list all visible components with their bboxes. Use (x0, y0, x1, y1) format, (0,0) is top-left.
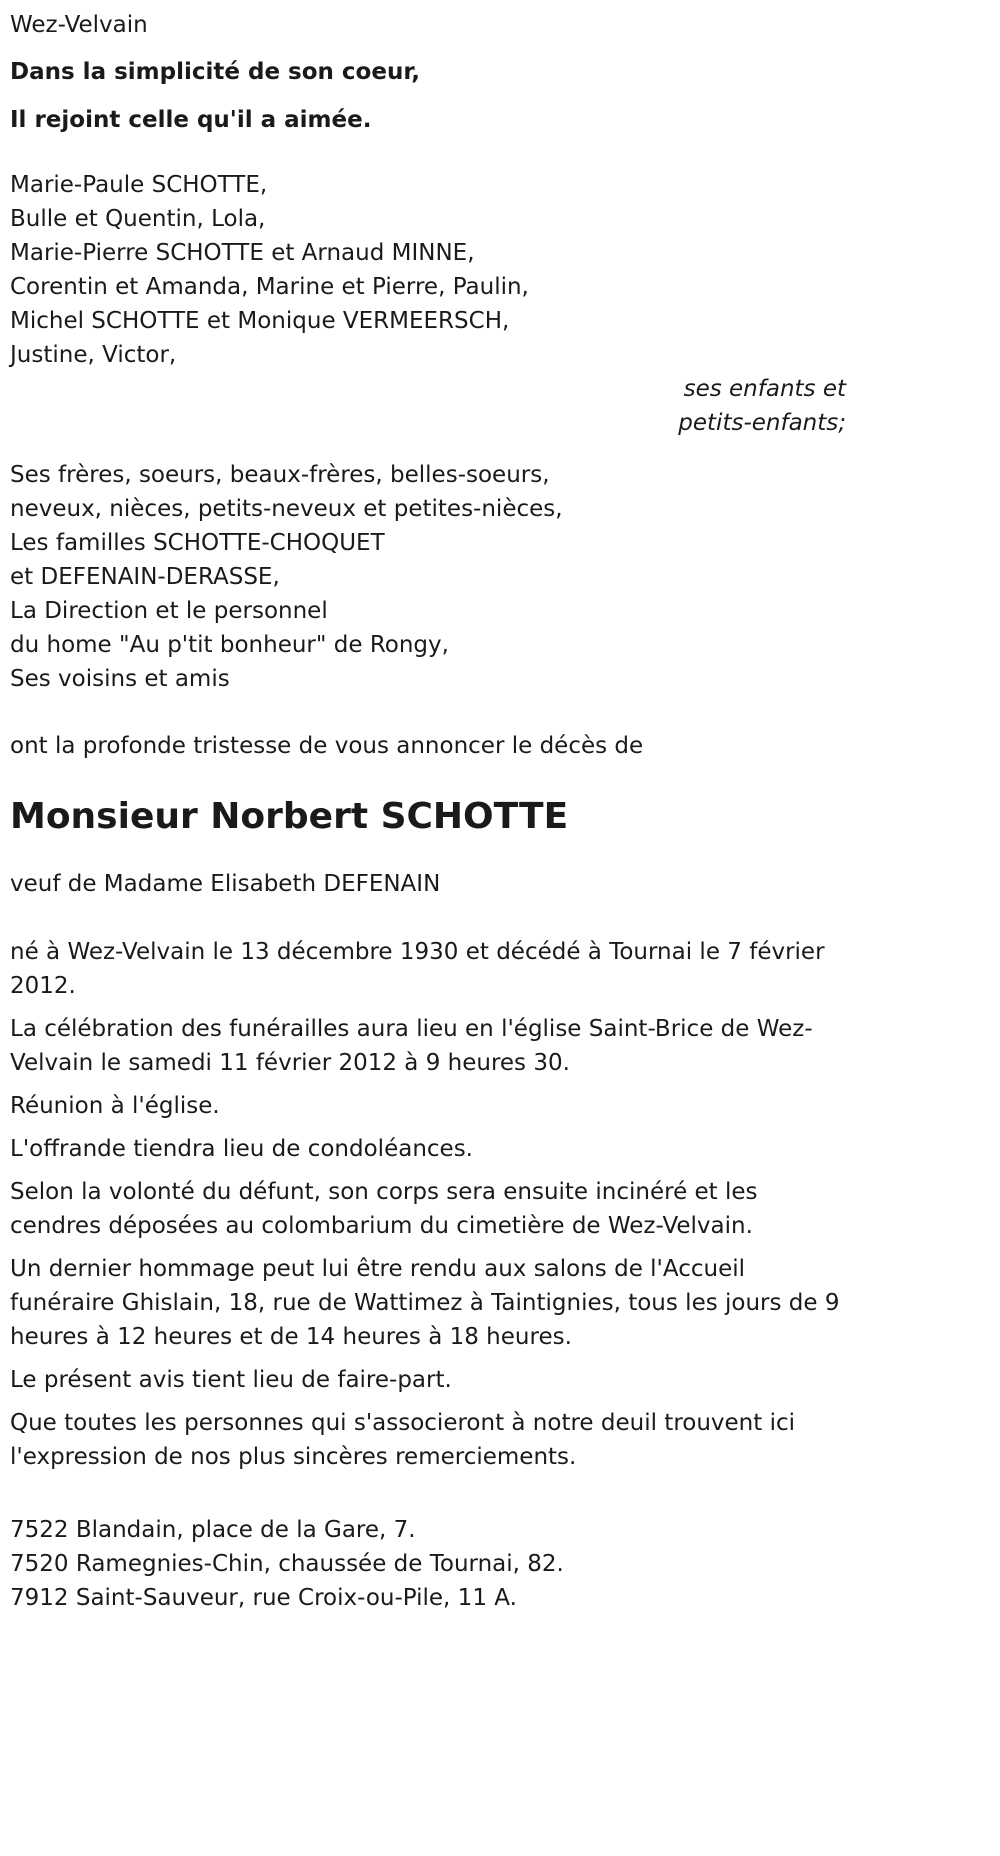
relative-line: La Direction et le personnel (10, 598, 328, 624)
detail-paragraph: né à Wez-Velvain le 13 décembre 1930 et décédé à Tournai le 7 février 2012. (10, 939, 825, 999)
family-member: Michel SCHOTTE et Monique VERMEERSCH, (10, 308, 510, 334)
addresses (10, 1513, 990, 1615)
family-list (10, 168, 990, 372)
family-member: Marie-Paule SCHOTTE, (10, 172, 268, 198)
family-member: Justine, Victor, (10, 342, 177, 368)
family-member: Corentin et Amanda, Marine et Pierre, Paulin, (10, 274, 529, 300)
deceased-name: Monsieur Norbert SCHOTTE (10, 796, 569, 837)
motto (10, 48, 990, 144)
relative-line: et DEFENAIN-DERASSE, (10, 564, 280, 590)
detail-paragraph: La célébration des funérailles aura lieu en l'église Saint-Brice de Wez-Velvain le samedi 11 février 2012 à 9 heures 30. (10, 1016, 813, 1076)
relative-line: Ses frères, soeurs, beaux-frères, belles-soeurs, (10, 462, 550, 488)
motto-line: Il rejoint celle qu'il a aimée. (10, 107, 372, 133)
location-heading: Wez-Velvain (10, 12, 148, 38)
detail-paragraph: Un dernier hommage peut lui être rendu aux salons de l'Accueil funéraire Ghislain, 18, rue de Wattimez à Taintignies, tous les jours de 9 heures à 12 heures et de 14 heures à 18 heures. (10, 1256, 840, 1350)
family-role-line: petits-enfants; (678, 410, 846, 436)
relative-line: neveux, nièces, petits-neveux et petites-nièces, (10, 496, 563, 522)
motto-line: Dans la simplicité de son coeur, (10, 59, 421, 85)
announcement: ont la profonde tristesse de vous annoncer le décès de (10, 733, 644, 759)
address-line: 7520 Ramegnies-Chin, chaussée de Tournai, 82. (10, 1551, 564, 1577)
details (10, 935, 840, 1474)
detail-paragraph: L'offrande tiendra lieu de condoléances. (10, 1136, 473, 1162)
obituary-content (10, 8, 990, 1615)
family-member: Marie-Pierre SCHOTTE et Arnaud MINNE, (10, 240, 475, 266)
family-member: Bulle et Quentin, Lola, (10, 206, 266, 232)
detail-paragraph: Réunion à l'église. (10, 1093, 220, 1119)
detail-paragraph: Selon la volonté du défunt, son corps sera ensuite incinéré et les cendres déposées au colombarium du cimetière de Wez-Velvain. (10, 1179, 758, 1239)
detail-paragraph: Le présent avis tient lieu de faire-part. (10, 1367, 452, 1393)
widower-of: veuf de Madame Elisabeth DEFENAIN (10, 871, 441, 897)
relative-line: du home "Au p'tit bonheur" de Rongy, (10, 632, 449, 658)
relatives-list (10, 458, 990, 696)
family-role-line: ses enfants et (683, 376, 846, 402)
address-line: 7522 Blandain, place de la Gare, 7. (10, 1517, 416, 1543)
relative-line: Ses voisins et amis (10, 666, 230, 692)
relative-line: Les familles SCHOTTE-CHOQUET (10, 530, 385, 556)
address-line: 7912 Saint-Sauveur, rue Croix-ou-Pile, 11 A. (10, 1585, 517, 1611)
detail-paragraph: Que toutes les personnes qui s'associeront à notre deuil trouvent ici l'expression de nos plus sincères remerciements. (10, 1410, 796, 1470)
family-role (10, 372, 848, 440)
